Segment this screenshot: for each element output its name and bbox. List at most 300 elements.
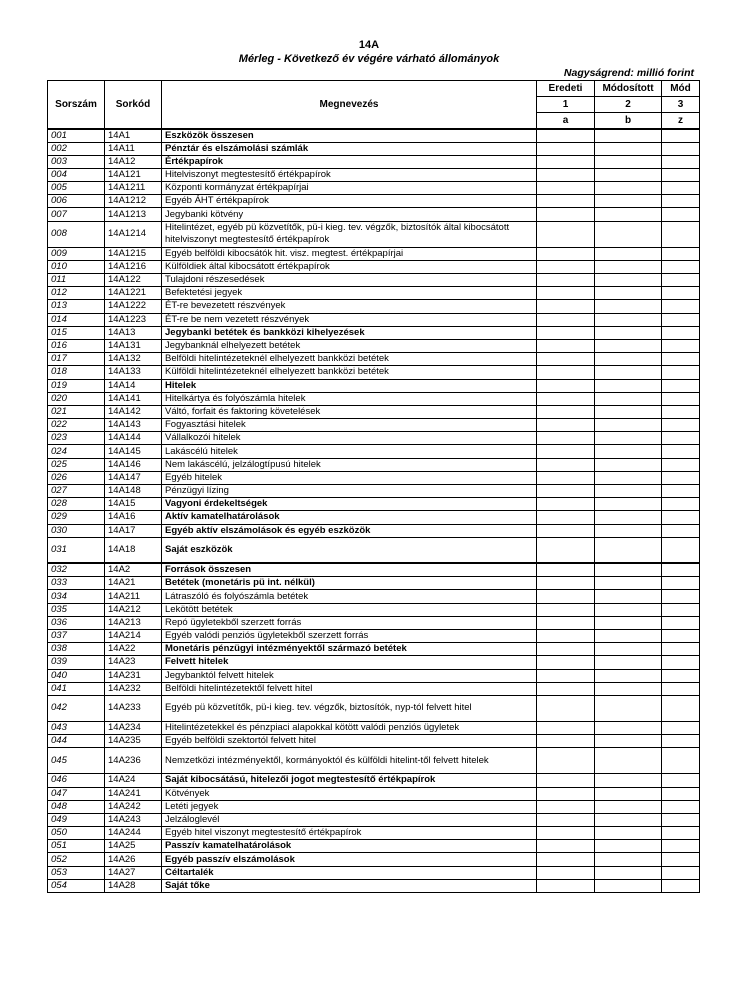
value-modositott-cell[interactable] — [595, 142, 662, 155]
value-modositott-cell[interactable] — [595, 827, 662, 840]
value-modositott-cell[interactable] — [595, 471, 662, 484]
row-code: 14A122 — [105, 274, 162, 287]
value-mod-cell[interactable] — [662, 853, 700, 866]
value-modositott-cell[interactable] — [595, 260, 662, 273]
row-name: Jegybanki betétek és bankközi kihelyezések — [162, 326, 537, 339]
value-eredeti-cell[interactable] — [537, 432, 595, 445]
value-mod-cell[interactable] — [662, 445, 700, 458]
value-eredeti-cell[interactable] — [537, 313, 595, 326]
table-row — [48, 405, 700, 418]
table-row — [48, 300, 700, 313]
table-row — [48, 208, 700, 221]
row-name: Nemzetközi intézményektől, kormányoktól és külföldi hitelint-től felvett hitelek — [162, 748, 537, 774]
value-modositott-cell[interactable] — [595, 682, 662, 695]
row-name: Egyéb pü közvetítők, pü-i kieg. tev. végzők, biztosítók, nyp-tól felvett hitel — [162, 695, 537, 721]
row-code: 14A1215 — [105, 247, 162, 260]
value-mod-cell[interactable] — [662, 840, 700, 853]
form-subtitle: Mérleg - Következő év végére várható állományok — [238, 53, 500, 65]
row-number: 012 — [48, 287, 105, 300]
value-eredeti-cell[interactable] — [537, 471, 595, 484]
value-modositott-cell[interactable] — [595, 537, 662, 563]
value-modositott-cell[interactable] — [595, 669, 662, 682]
value-eredeti-cell[interactable] — [537, 537, 595, 563]
row-number: 026 — [48, 471, 105, 484]
row-code: 14A244 — [105, 827, 162, 840]
row-number: 014 — [48, 313, 105, 326]
value-modositott-cell[interactable] — [595, 695, 662, 721]
row-number: 001 — [48, 129, 105, 143]
value-eredeti-cell[interactable] — [537, 853, 595, 866]
row-code: 14A212 — [105, 603, 162, 616]
value-modositott-cell[interactable] — [595, 735, 662, 748]
value-eredeti-cell[interactable] — [537, 748, 595, 774]
row-name: Külföldi hitelintézeteknél elhelyezett bankközi betétek — [162, 366, 537, 379]
row-code: 14A1214 — [105, 221, 162, 247]
row-number: 005 — [48, 182, 105, 195]
value-modositott-cell[interactable] — [595, 247, 662, 260]
row-number: 043 — [48, 721, 105, 734]
value-eredeti-cell[interactable] — [537, 155, 595, 168]
value-mod-cell[interactable] — [662, 630, 700, 643]
value-modositott-cell[interactable] — [595, 379, 662, 392]
value-modositott-cell[interactable] — [595, 616, 662, 629]
row-number: 038 — [48, 643, 105, 656]
row-name: Belföldi hitelintézetektől felvett hitel — [162, 682, 537, 695]
value-mod-cell[interactable] — [662, 326, 700, 339]
value-eredeti-cell[interactable] — [537, 630, 595, 643]
value-mod-cell[interactable] — [662, 590, 700, 603]
value-modositott-cell[interactable] — [595, 524, 662, 537]
row-number: 032 — [48, 563, 105, 577]
row-name: Egyéb belföldi szektortól felvett hitel — [162, 735, 537, 748]
value-modositott-cell[interactable] — [595, 774, 662, 787]
row-name: Monetáris pénzügyi intézményektől származó betétek — [162, 643, 537, 656]
value-eredeti-cell[interactable] — [537, 339, 595, 352]
value-eredeti-cell[interactable] — [537, 616, 595, 629]
table-row — [48, 813, 700, 826]
value-eredeti-cell[interactable] — [537, 247, 595, 260]
value-mod-cell[interactable] — [662, 511, 700, 524]
value-mod-cell[interactable] — [662, 274, 700, 287]
value-eredeti-cell[interactable] — [537, 129, 595, 143]
value-eredeti-cell[interactable] — [537, 524, 595, 537]
row-name: Fogyasztási hitelek — [162, 419, 537, 432]
table-row — [48, 195, 700, 208]
value-eredeti-cell[interactable] — [537, 590, 595, 603]
value-modositott-cell[interactable] — [595, 563, 662, 577]
value-modositott-cell[interactable] — [595, 511, 662, 524]
value-modositott-cell[interactable] — [595, 208, 662, 221]
value-eredeti-cell[interactable] — [537, 879, 595, 892]
row-number: 041 — [48, 682, 105, 695]
row-number: 017 — [48, 353, 105, 366]
table-row — [48, 537, 700, 563]
value-mod-cell[interactable] — [662, 405, 700, 418]
value-mod-cell[interactable] — [662, 748, 700, 774]
header-modositott: Módosított — [595, 81, 662, 97]
value-eredeti-cell[interactable] — [537, 260, 595, 273]
value-mod-cell[interactable] — [662, 339, 700, 352]
value-mod-cell[interactable] — [662, 827, 700, 840]
value-eredeti-cell[interactable] — [537, 643, 595, 656]
row-number: 009 — [48, 247, 105, 260]
row-code: 14A242 — [105, 800, 162, 813]
value-modositott-cell[interactable] — [595, 300, 662, 313]
row-name: Befektetési jegyek — [162, 287, 537, 300]
row-number: 016 — [48, 339, 105, 352]
row-number: 040 — [48, 669, 105, 682]
row-name: Hitelkártya és folyószámla hitelek — [162, 392, 537, 405]
value-modositott-cell[interactable] — [595, 458, 662, 471]
table-row — [48, 287, 700, 300]
row-code: 14A1213 — [105, 208, 162, 221]
row-name: Jegybanktól felvett hitelek — [162, 669, 537, 682]
row-name: Egyéb hitel viszonyt megtestesítő értékpapírok — [162, 827, 537, 840]
value-eredeti-cell[interactable] — [537, 458, 595, 471]
row-number: 047 — [48, 787, 105, 800]
value-eredeti-cell[interactable] — [537, 866, 595, 879]
value-eredeti-cell[interactable] — [537, 800, 595, 813]
row-number: 003 — [48, 155, 105, 168]
value-modositott-cell[interactable] — [595, 129, 662, 143]
row-code: 14A234 — [105, 721, 162, 734]
value-mod-cell[interactable] — [662, 682, 700, 695]
row-code: 14A143 — [105, 419, 162, 432]
value-mod-cell[interactable] — [662, 498, 700, 511]
value-eredeti-cell[interactable] — [537, 392, 595, 405]
value-modositott-cell[interactable] — [595, 813, 662, 826]
value-mod-cell[interactable] — [662, 866, 700, 879]
value-mod-cell[interactable] — [662, 392, 700, 405]
value-modositott-cell[interactable] — [595, 432, 662, 445]
row-code: 14A232 — [105, 682, 162, 695]
row-code: 14A1211 — [105, 182, 162, 195]
value-eredeti-cell[interactable] — [537, 840, 595, 853]
value-mod-cell[interactable] — [662, 537, 700, 563]
value-eredeti-cell[interactable] — [537, 287, 595, 300]
value-mod-cell[interactable] — [662, 695, 700, 721]
row-name: Egyéb ÁHT értékpapírok — [162, 195, 537, 208]
row-code: 14A13 — [105, 326, 162, 339]
row-code: 14A1221 — [105, 287, 162, 300]
value-modositott-cell[interactable] — [595, 339, 662, 352]
header-col-letter-a: a — [537, 113, 595, 129]
value-modositott-cell[interactable] — [595, 326, 662, 339]
table-row — [48, 563, 700, 577]
header-sorkod: Sorkód — [105, 81, 162, 129]
row-number: 050 — [48, 827, 105, 840]
row-code: 14A235 — [105, 735, 162, 748]
row-number: 018 — [48, 366, 105, 379]
value-eredeti-cell[interactable] — [537, 511, 595, 524]
value-eredeti-cell[interactable] — [537, 326, 595, 339]
table-row — [48, 445, 700, 458]
value-modositott-cell[interactable] — [595, 853, 662, 866]
table-row — [48, 485, 700, 498]
table-row — [48, 748, 700, 774]
value-modositott-cell[interactable] — [595, 630, 662, 643]
row-number: 025 — [48, 458, 105, 471]
value-mod-cell[interactable] — [662, 208, 700, 221]
row-number: 015 — [48, 326, 105, 339]
value-eredeti-cell[interactable] — [537, 445, 595, 458]
row-number: 051 — [48, 840, 105, 853]
value-eredeti-cell[interactable] — [537, 300, 595, 313]
row-code: 14A233 — [105, 695, 162, 721]
row-number: 023 — [48, 432, 105, 445]
row-code: 14A18 — [105, 537, 162, 563]
value-modositott-cell[interactable] — [595, 840, 662, 853]
value-mod-cell[interactable] — [662, 774, 700, 787]
row-name: ÉT-re bevezetett részvények — [162, 300, 537, 313]
value-mod-cell[interactable] — [662, 379, 700, 392]
row-number: 028 — [48, 498, 105, 511]
table-row — [48, 524, 700, 537]
row-number: 033 — [48, 577, 105, 590]
value-eredeti-cell[interactable] — [537, 721, 595, 734]
value-eredeti-cell[interactable] — [537, 695, 595, 721]
value-eredeti-cell[interactable] — [537, 563, 595, 577]
row-code: 14A1 — [105, 129, 162, 143]
table-row — [48, 260, 700, 273]
value-eredeti-cell[interactable] — [537, 168, 595, 181]
value-mod-cell[interactable] — [662, 813, 700, 826]
row-code: 14A26 — [105, 853, 162, 866]
table-row — [48, 853, 700, 866]
value-eredeti-cell[interactable] — [537, 221, 595, 247]
row-name: Egyéb passzív elszámolások — [162, 853, 537, 866]
table-row — [48, 879, 700, 892]
row-name: Belföldi hitelintézeteknél elhelyezett bankközi betétek — [162, 353, 537, 366]
row-code: 14A22 — [105, 643, 162, 656]
row-number: 053 — [48, 866, 105, 879]
balance-table — [47, 80, 700, 893]
table-row — [48, 471, 700, 484]
row-name: Passzív kamatelhatárolások — [162, 840, 537, 853]
row-name: ÉT-re be nem vezetett részvények — [162, 313, 537, 326]
value-mod-cell[interactable] — [662, 721, 700, 734]
value-mod-cell[interactable] — [662, 800, 700, 813]
value-mod-cell[interactable] — [662, 155, 700, 168]
table-row — [48, 274, 700, 287]
value-modositott-cell[interactable] — [595, 366, 662, 379]
value-modositott-cell[interactable] — [595, 787, 662, 800]
value-modositott-cell[interactable] — [595, 879, 662, 892]
row-number: 027 — [48, 485, 105, 498]
value-mod-cell[interactable] — [662, 485, 700, 498]
table-row — [48, 142, 700, 155]
row-number: 049 — [48, 813, 105, 826]
value-mod-cell[interactable] — [662, 260, 700, 273]
value-eredeti-cell[interactable] — [537, 366, 595, 379]
row-code: 14A133 — [105, 366, 162, 379]
value-eredeti-cell[interactable] — [537, 379, 595, 392]
value-eredeti-cell[interactable] — [537, 669, 595, 682]
value-eredeti-cell[interactable] — [537, 787, 595, 800]
row-code: 14A146 — [105, 458, 162, 471]
row-code: 14A21 — [105, 577, 162, 590]
row-number: 022 — [48, 419, 105, 432]
value-modositott-cell[interactable] — [595, 643, 662, 656]
row-number: 035 — [48, 603, 105, 616]
value-mod-cell[interactable] — [662, 142, 700, 155]
row-code: 14A236 — [105, 748, 162, 774]
value-modositott-cell[interactable] — [595, 577, 662, 590]
value-modositott-cell[interactable] — [595, 590, 662, 603]
value-modositott-cell[interactable] — [595, 155, 662, 168]
value-modositott-cell[interactable] — [595, 195, 662, 208]
value-eredeti-cell[interactable] — [537, 182, 595, 195]
value-mod-cell[interactable] — [662, 735, 700, 748]
value-eredeti-cell[interactable] — [537, 405, 595, 418]
header-eredeti: Eredeti — [537, 81, 595, 97]
value-mod-cell[interactable] — [662, 300, 700, 313]
value-mod-cell[interactable] — [662, 656, 700, 669]
row-code: 14A1216 — [105, 260, 162, 273]
value-mod-cell[interactable] — [662, 603, 700, 616]
value-mod-cell[interactable] — [662, 168, 700, 181]
value-eredeti-cell[interactable] — [537, 603, 595, 616]
value-eredeti-cell[interactable] — [537, 498, 595, 511]
row-code: 14A14 — [105, 379, 162, 392]
row-code: 14A16 — [105, 511, 162, 524]
row-name: Egyéb belföldi kibocsátók hit. visz. megtest. értékpapírjai — [162, 247, 537, 260]
row-code: 14A28 — [105, 879, 162, 892]
table-row — [48, 366, 700, 379]
table-row — [48, 787, 700, 800]
value-eredeti-cell[interactable] — [537, 656, 595, 669]
value-modositott-cell[interactable] — [595, 603, 662, 616]
value-mod-cell[interactable] — [662, 313, 700, 326]
value-modositott-cell[interactable] — [595, 168, 662, 181]
row-number: 024 — [48, 445, 105, 458]
row-name: Egyéb hitelek — [162, 471, 537, 484]
row-name: Letéti jegyek — [162, 800, 537, 813]
value-mod-cell[interactable] — [662, 616, 700, 629]
row-name: Pénzügyi lízing — [162, 485, 537, 498]
table-row — [48, 603, 700, 616]
value-mod-cell[interactable] — [662, 247, 700, 260]
row-name: Céltartalék — [162, 866, 537, 879]
unit-note: Nagyságrend: millió forint — [563, 67, 694, 79]
row-code: 14A12 — [105, 155, 162, 168]
value-modositott-cell[interactable] — [595, 287, 662, 300]
value-mod-cell[interactable] — [662, 577, 700, 590]
value-mod-cell[interactable] — [662, 787, 700, 800]
value-eredeti-cell[interactable] — [537, 208, 595, 221]
value-modositott-cell[interactable] — [595, 498, 662, 511]
row-name: Saját eszközök — [162, 537, 537, 563]
value-eredeti-cell[interactable] — [537, 682, 595, 695]
row-number: 045 — [48, 748, 105, 774]
value-eredeti-cell[interactable] — [537, 577, 595, 590]
value-modositott-cell[interactable] — [595, 419, 662, 432]
value-mod-cell[interactable] — [662, 419, 700, 432]
value-eredeti-cell[interactable] — [537, 827, 595, 840]
table-row — [48, 577, 700, 590]
row-name: Kötvények — [162, 787, 537, 800]
row-code: 14A1212 — [105, 195, 162, 208]
value-eredeti-cell[interactable] — [537, 142, 595, 155]
value-mod-cell[interactable] — [662, 471, 700, 484]
row-name: Felvett hitelek — [162, 656, 537, 669]
table-row — [48, 695, 700, 721]
row-code: 14A27 — [105, 866, 162, 879]
table-row — [48, 827, 700, 840]
row-code: 14A25 — [105, 840, 162, 853]
row-number: 046 — [48, 774, 105, 787]
value-mod-cell[interactable] — [662, 195, 700, 208]
table-row — [48, 656, 700, 669]
header-megnevezes: Megnevezés — [162, 81, 537, 129]
row-number: 048 — [48, 800, 105, 813]
value-mod-cell[interactable] — [662, 182, 700, 195]
row-code: 14A145 — [105, 445, 162, 458]
value-eredeti-cell[interactable] — [537, 813, 595, 826]
value-modositott-cell[interactable] — [595, 274, 662, 287]
row-name: Értékpapírok — [162, 155, 537, 168]
value-mod-cell[interactable] — [662, 432, 700, 445]
value-modositott-cell[interactable] — [595, 866, 662, 879]
header-col-number-2: 2 — [595, 97, 662, 113]
value-modositott-cell[interactable] — [595, 182, 662, 195]
value-eredeti-cell[interactable] — [537, 353, 595, 366]
value-eredeti-cell[interactable] — [537, 485, 595, 498]
value-eredeti-cell[interactable] — [537, 419, 595, 432]
row-number: 031 — [48, 537, 105, 563]
value-mod-cell[interactable] — [662, 221, 700, 247]
row-code: 14A144 — [105, 432, 162, 445]
value-eredeti-cell[interactable] — [537, 195, 595, 208]
value-eredeti-cell[interactable] — [537, 774, 595, 787]
table-row — [48, 616, 700, 629]
value-mod-cell[interactable] — [662, 524, 700, 537]
value-modositott-cell[interactable] — [595, 800, 662, 813]
row-number: 044 — [48, 735, 105, 748]
row-name: Lekötött betétek — [162, 603, 537, 616]
value-mod-cell[interactable] — [662, 353, 700, 366]
value-mod-cell[interactable] — [662, 879, 700, 892]
row-number: 010 — [48, 260, 105, 273]
row-name: Egyéb aktív elszámolások és egyéb eszközök — [162, 524, 537, 537]
value-mod-cell[interactable] — [662, 643, 700, 656]
value-modositott-cell[interactable] — [595, 485, 662, 498]
value-modositott-cell[interactable] — [595, 656, 662, 669]
value-modositott-cell[interactable] — [595, 353, 662, 366]
value-mod-cell[interactable] — [662, 287, 700, 300]
value-modositott-cell[interactable] — [595, 313, 662, 326]
row-code: 14A121 — [105, 168, 162, 181]
value-modositott-cell[interactable] — [595, 405, 662, 418]
value-eredeti-cell[interactable] — [537, 274, 595, 287]
row-number: 004 — [48, 168, 105, 181]
value-eredeti-cell[interactable] — [537, 735, 595, 748]
value-modositott-cell[interactable] — [595, 392, 662, 405]
value-mod-cell[interactable] — [662, 669, 700, 682]
value-mod-cell[interactable] — [662, 458, 700, 471]
table-row — [48, 221, 700, 247]
value-modositott-cell[interactable] — [595, 721, 662, 734]
value-modositott-cell[interactable] — [595, 445, 662, 458]
value-mod-cell[interactable] — [662, 563, 700, 577]
row-name: Saját tőke — [162, 879, 537, 892]
table-row — [48, 353, 700, 366]
value-modositott-cell[interactable] — [595, 748, 662, 774]
value-mod-cell[interactable] — [662, 366, 700, 379]
value-modositott-cell[interactable] — [595, 221, 662, 247]
value-mod-cell[interactable] — [662, 129, 700, 143]
row-name: Egyéb valódi penziós ügyletekből szerzett forrás — [162, 630, 537, 643]
